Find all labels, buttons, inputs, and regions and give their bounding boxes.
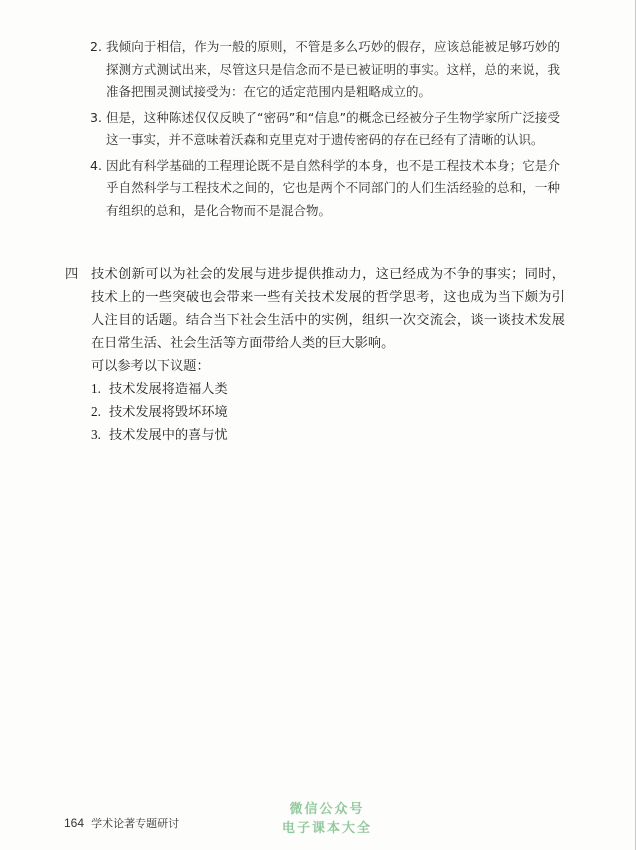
book-title: 学术论著专题研讨 (91, 818, 180, 830)
topic-number: 3. (91, 427, 101, 442)
topic-text: 技术发展中的喜与忧 (109, 427, 228, 442)
exercise-heading (65, 262, 565, 354)
topic-item (91, 423, 565, 446)
topic-text: 技术发展将造福人类 (109, 381, 228, 396)
quote-text: 因此有科学基础的工程理论既不是自然科学的本身，也不是工程技术本身；它是介乎自然科学与工程技术之间的，它也是两个不同部门的人们生活经验的总和，一种有组织的总和，是化合物而不是混合物。 (106, 157, 560, 218)
quote-number: 3. (90, 109, 102, 125)
quote-number: 2. (90, 39, 102, 54)
quote-item-2 (90, 36, 560, 104)
topic-number: 2. (91, 404, 101, 419)
quote-item-3 (90, 107, 560, 152)
topic-number: 1. (91, 381, 101, 396)
topic-list (91, 377, 565, 446)
watermark (262, 800, 392, 838)
section-paragraph: 技术创新可以为社会的发展与进步提供推动力，这已经成为不争的事实；同时，技术上的一些突破也会带来一些有关技术发展的哲学思考，这也成为当下颇为引人注目的话题。结合当下社会生活中的实例，组织一次交流会，谈一谈技术发展在日常生活、社会生活等方面带给人类的巨大影响。 (91, 266, 565, 350)
watermark-line-2: 电子课本大全 (281, 821, 372, 836)
watermark-line-1: 微信公众号 (289, 802, 365, 817)
quote-text: 但是，这种陈述仅仅反映了“密码”和“信息”的概念已经被分子生物学家所广泛接受这一事实，并不意味着沃森和克里克对于遗传密码的存在已经有了清晰的认识。 (106, 109, 560, 147)
page-footer (64, 815, 179, 831)
quote-number: 4. (90, 157, 102, 173)
quote-text: 我倾向于相信，作为一般的原则，不管是多么巧妙的假存，应该总能被足够巧妙的探测方式测试出来，尽管这只是信念而不是已被证明的事实。这样，总的来说，我准备把围灵测试接受为：在它的适定范围内是粗略成立的。 (106, 39, 560, 99)
page-number: 164 (64, 816, 85, 830)
topic-item (91, 377, 565, 400)
exercise-section (65, 262, 565, 446)
section-number: 四 (65, 266, 79, 281)
topic-item (91, 400, 565, 423)
reference-intro: 可以参考以下议题： (91, 358, 210, 373)
quote-item-4 (90, 155, 560, 223)
quote-list (90, 36, 560, 225)
topic-text: 技术发展将毁坏环境 (109, 404, 228, 419)
